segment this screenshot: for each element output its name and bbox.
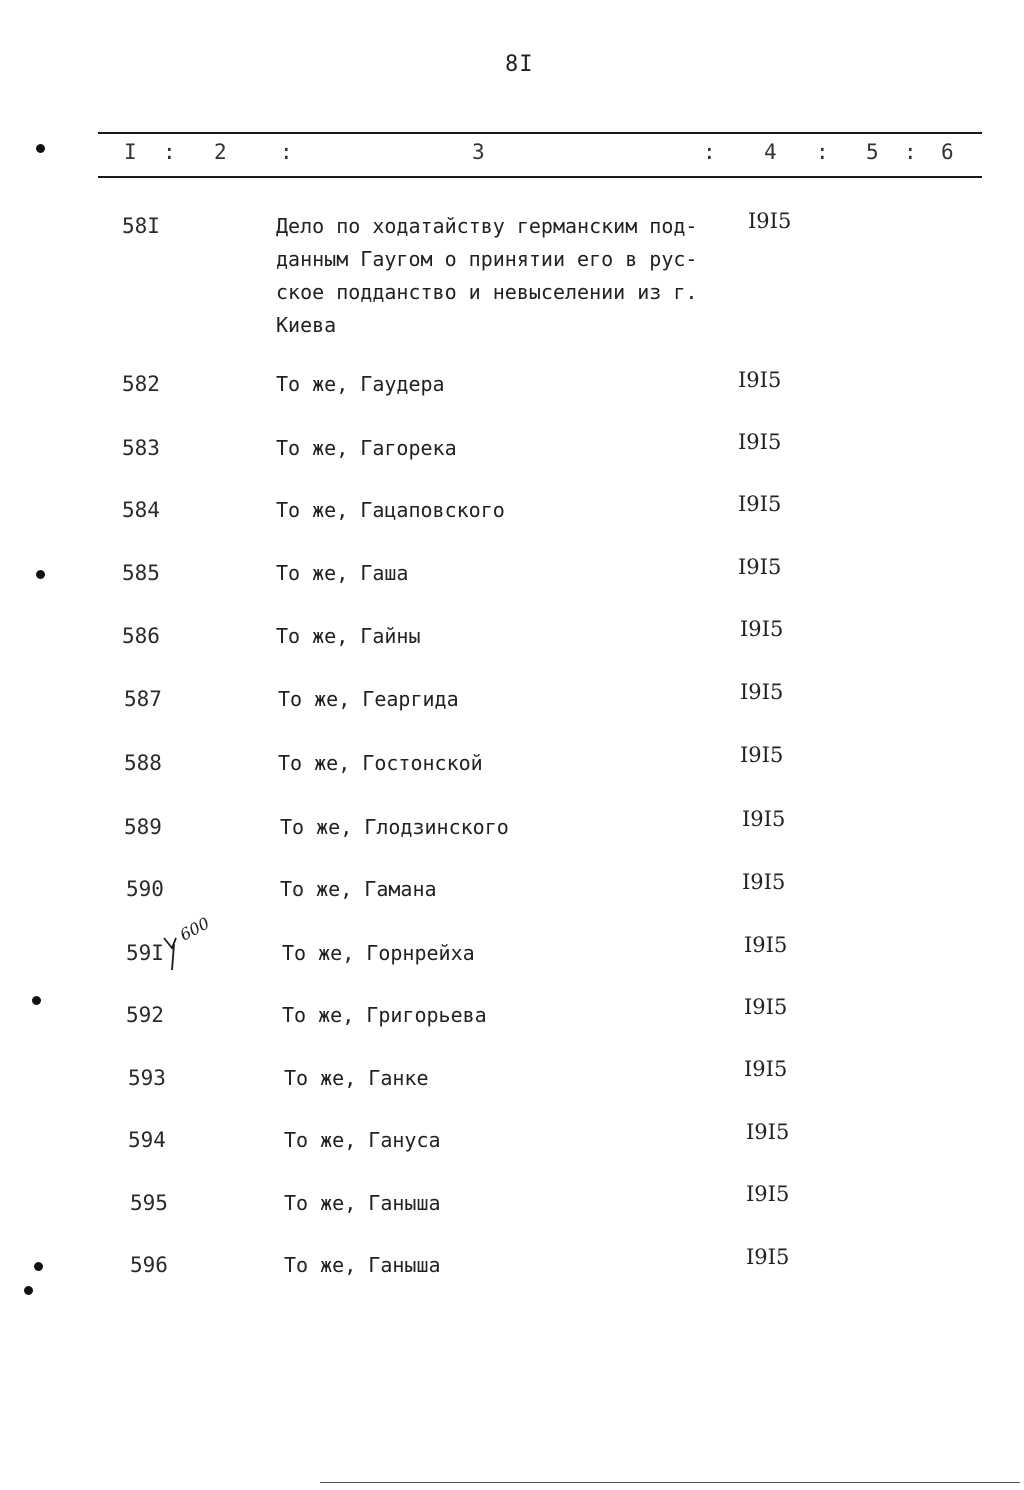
- row-title: То же, Гайны: [276, 624, 421, 648]
- row-number: 594: [128, 1128, 166, 1152]
- handwritten-number: 600: [176, 913, 213, 945]
- row-number: 596: [130, 1253, 168, 1277]
- row-title: То же, Горнрейха: [282, 941, 475, 965]
- row-title: То же, Гацаповского: [276, 498, 505, 522]
- row-year: I9I5: [746, 1245, 790, 1269]
- table-header-rule: [98, 176, 982, 178]
- page-number: 8I: [505, 52, 534, 77]
- row-number: 586: [122, 624, 160, 648]
- column-separator: :: [816, 140, 829, 164]
- row-year: I9I5: [740, 743, 784, 767]
- scan-edge-line: [320, 1482, 1020, 1483]
- row-number: 58I: [122, 214, 160, 238]
- row-title: Дело по ходатайству германским под- данным Гаугом о принятии его в рус- ское подданство и невыселении из г. Киева: [276, 214, 698, 337]
- row-title: То же, Ганыша: [284, 1253, 441, 1277]
- column-header-2: 2: [214, 140, 227, 164]
- row-number: 590: [126, 877, 164, 901]
- row-number: 588: [124, 751, 162, 775]
- row-year: I9I5: [740, 680, 784, 704]
- row-year: I9I5: [738, 368, 782, 392]
- row-year: I9I5: [742, 870, 786, 894]
- row-title: То же, Гануса: [284, 1128, 441, 1152]
- row-title: То же, Григорьева: [282, 1003, 487, 1027]
- row-number: 59I: [126, 941, 164, 965]
- row-year: I9I5: [742, 807, 786, 831]
- scan-speck: [32, 996, 41, 1005]
- scan-speck: [24, 1286, 33, 1295]
- row-year: I9I5: [744, 995, 788, 1019]
- row-number: 595: [130, 1191, 168, 1215]
- handwritten-annotation: [158, 912, 216, 974]
- row-title: То же, Геаргида: [278, 687, 459, 711]
- row-year: I9I5: [740, 617, 784, 641]
- row-year: I9I5: [744, 933, 788, 957]
- row-number: 585: [122, 561, 160, 585]
- row-title: То же, Ганыша: [284, 1191, 441, 1215]
- scan-speck: [36, 144, 45, 153]
- column-separator: :: [904, 140, 917, 164]
- row-year: I9I5: [738, 555, 782, 579]
- scan-speck: [34, 1262, 43, 1271]
- column-separator: :: [703, 140, 716, 164]
- row-title: То же, Глодзинского: [280, 815, 509, 839]
- row-title: То же, Гостонской: [278, 751, 483, 775]
- row-title: То же, Гаша: [276, 561, 409, 585]
- row-number: 593: [128, 1066, 166, 1090]
- column-header-6: 6: [941, 140, 954, 164]
- row-number: 592: [126, 1003, 164, 1027]
- row-year: I9I5: [746, 1120, 790, 1144]
- row-title: То же, Ганке: [284, 1066, 429, 1090]
- column-separator: :: [280, 140, 293, 164]
- row-year: I9I5: [738, 492, 782, 516]
- row-number: 587: [124, 687, 162, 711]
- row-number: 583: [122, 436, 160, 460]
- row-title: То же, Гамана: [280, 877, 437, 901]
- scan-speck: [36, 570, 45, 579]
- column-header-5: 5: [866, 140, 879, 164]
- row-title: То же, Гагорека: [276, 436, 457, 460]
- column-header-3: 3: [472, 140, 485, 164]
- row-number: 584: [122, 498, 160, 522]
- column-separator: :: [163, 140, 176, 164]
- column-header-4: 4: [764, 140, 777, 164]
- table-top-rule: [98, 132, 982, 134]
- column-header-1: I: [124, 140, 137, 164]
- row-title: То же, Гаудера: [276, 372, 445, 396]
- row-year: I9I5: [744, 1057, 788, 1081]
- row-number: 589: [124, 815, 162, 839]
- row-year: I9I5: [746, 1182, 790, 1206]
- row-number: 582: [122, 372, 160, 396]
- row-year: I9I5: [738, 430, 782, 454]
- row-year: I9I5: [748, 209, 792, 233]
